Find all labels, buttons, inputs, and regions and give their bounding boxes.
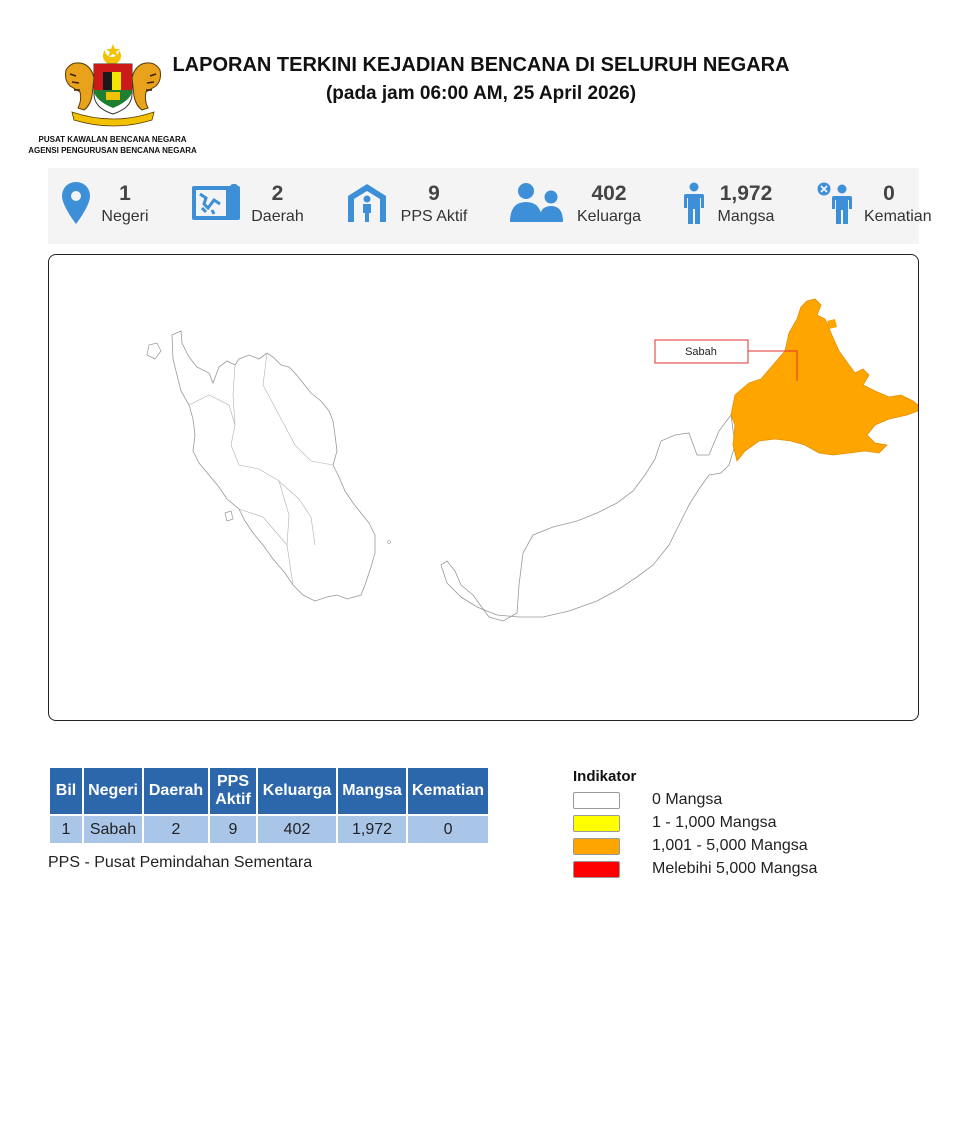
col-bil: Bil [50,768,82,814]
disaster-map[interactable] [48,254,919,721]
coat-of-arms-emblem [58,42,168,132]
malaysia-coat-of-arms-icon [58,42,168,132]
legend-swatch [573,815,620,832]
stat-pps-label: PPS Aktif [400,208,468,225]
stat-pps-value: 9 [428,182,440,205]
pps-footnote: PPS - Pusat Pemindahan Sementara [48,854,313,871]
legend-title: Indikator [573,768,637,785]
stat-mangsa-value: 1,972 [719,182,773,205]
col-pps-aktif: PPS Aktif [210,768,256,814]
stat-pps-aktif [338,168,498,244]
stat-daerah [188,168,338,244]
col-keluarga: Keluarga [258,768,336,814]
sabah-region[interactable] [731,299,918,461]
col-kematian: Kematian [408,768,488,814]
cell-negeri: Sabah [84,816,142,843]
table-header-row [50,768,488,814]
malaysia-map-svg [49,255,918,720]
stat-kematian [808,168,932,244]
stat-negeri-value: 1 [119,182,131,205]
death-icon [816,182,856,224]
shelter-icon [346,182,388,224]
legend-label: 1 - 1,000 Mangsa [652,814,777,831]
col-mangsa: Mangsa [338,768,406,814]
legend-label: Melebihi 5,000 Mangsa [652,860,818,877]
person-icon [682,182,706,224]
legend-swatch [573,792,620,809]
sarawak-region[interactable] [441,415,735,621]
stat-mangsa-label: Mangsa [717,208,775,225]
sabah-label: Sabah [685,346,717,358]
stat-keluarga-value: 402 [591,182,627,205]
org-name-line2: AGENSI PENGURUSAN BENCANA NEGARA [28,146,197,155]
legend-label: 1,001 - 5,000 Mangsa [652,837,808,854]
col-negeri: Negeri [84,768,142,814]
stat-daerah-value: 2 [271,182,284,205]
col-daerah: Daerah [144,768,208,814]
stat-kematian-label: Kematian [864,208,932,225]
stat-daerah-label: Daerah [251,208,304,225]
map-pin-icon [62,182,90,224]
stat-negeri-label: Negeri [101,208,149,225]
cell-keluarga: 402 [258,816,336,843]
stat-keluarga-label: Keluarga [576,208,642,225]
cell-daerah: 2 [144,816,208,843]
table-row [50,816,488,843]
stat-keluarga [498,168,658,244]
cell-bil: 1 [50,816,82,843]
cell-kematian: 0 [408,816,488,843]
summary-table [48,766,490,845]
legend-label: 0 Mangsa [652,791,723,808]
org-name-line1: PUSAT KAWALAN BENCANA NEGARA [38,135,187,144]
page-title: LAPORAN TERKINI KEJADIAN BENCANA DI SELURUH NEGARA [172,54,790,76]
stats-bar [48,168,932,244]
family-icon [510,182,566,224]
page-subtitle: (pada jam 06:00 AM, 25 April 2026) [325,83,637,104]
legend-swatch [573,838,620,855]
stat-mangsa [658,168,808,244]
stat-kematian-value: 0 [883,182,895,205]
legend-swatch [573,861,620,878]
cell-pps-aktif: 9 [210,816,256,843]
peninsular-malaysia-region[interactable] [172,331,375,601]
district-map-icon [192,182,240,222]
cell-mangsa: 1,972 [338,816,406,843]
stat-negeri [48,168,188,244]
